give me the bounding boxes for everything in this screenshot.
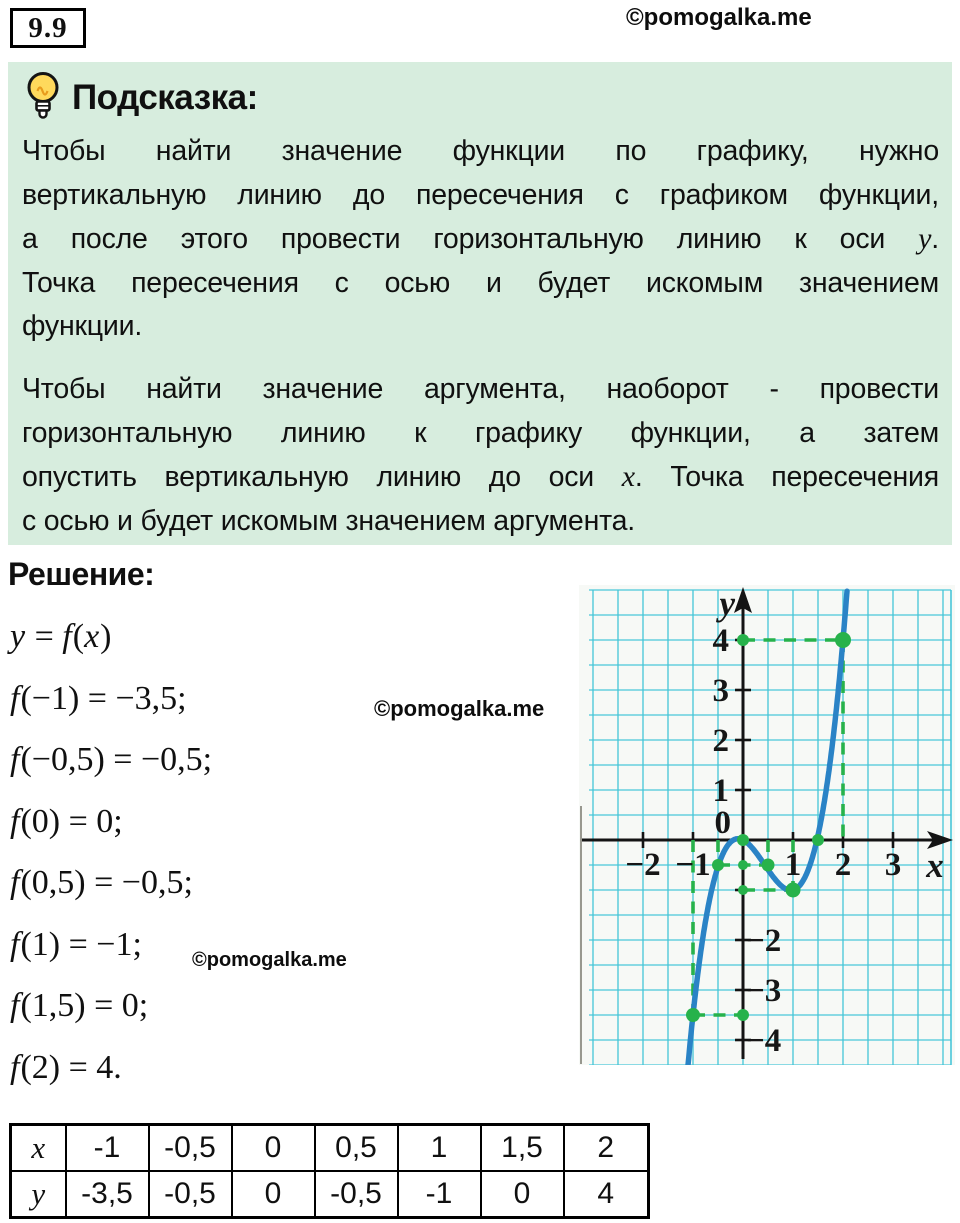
formula-line: f(−1) = −3,5; <box>10 679 187 717</box>
hint-line: а после этого провести горизонтальную линию к оси y. <box>22 222 939 255</box>
table-row-label: x <box>11 1125 66 1172</box>
hint-paragraph-1 <box>22 130 939 349</box>
hint-paragraph-2 <box>22 368 939 543</box>
problem-number-box <box>10 8 86 48</box>
watermark-top: ©pomogalka.me <box>626 4 812 31</box>
formula-line: f(1,5) = 0; <box>10 987 149 1024</box>
scan-edge-artifact <box>580 806 582 1064</box>
table-row-label: y <box>11 1171 66 1218</box>
hint-line: Точка пересечения с осью и будет искомым значением <box>22 266 939 299</box>
svg-text:1: 1 <box>712 773 729 809</box>
solution-formulas <box>10 606 570 1098</box>
table-cell: -1 <box>398 1171 481 1218</box>
svg-text:3: 3 <box>884 847 902 883</box>
table-cell: 0 <box>481 1171 564 1218</box>
svg-text:x: x <box>926 846 944 885</box>
formula-line: f(2) = 4. <box>10 1048 122 1086</box>
formula-line: f(0,5) = −0,5; <box>10 864 193 901</box>
function-graph <box>579 585 955 1065</box>
formula-line: f(0) = 0; <box>10 802 123 840</box>
table-cell: -0,5 <box>315 1171 398 1218</box>
formula-line: f(−0,5) = −0,5; <box>10 741 213 778</box>
table-row <box>11 1125 649 1172</box>
watermark-middle: ©pomogalka.me <box>374 696 545 721</box>
svg-text:2: 2 <box>834 847 852 883</box>
problem-number: 9.9 <box>28 11 68 44</box>
hint-line: вертикальную линию до пересечения с графиком функции, <box>22 178 939 211</box>
table-cell: 0 <box>232 1171 315 1218</box>
svg-text:y: y <box>719 585 735 623</box>
table-cell: 2 <box>564 1125 649 1172</box>
hint-line: Чтобы найти значение аргумента, наоборот - провести <box>22 373 939 405</box>
svg-text:−1: −1 <box>675 847 711 883</box>
svg-text:−3: −3 <box>746 973 782 1009</box>
table-cell: -0,5 <box>149 1171 232 1218</box>
table-cell: -3,5 <box>66 1171 149 1218</box>
table-cell: -1 <box>66 1125 149 1172</box>
function-graph-svg <box>579 585 955 1065</box>
hint-line: Чтобы найти значение функции по графику, нужно <box>22 135 939 167</box>
hint-line: горизонтальную линию к графику функции, а затем <box>22 416 939 449</box>
svg-text:−2: −2 <box>625 847 661 883</box>
table-cell: 1 <box>398 1125 481 1172</box>
hint-title: Подсказка: <box>72 77 258 117</box>
table-cell: 0,5 <box>315 1125 398 1172</box>
table-cell: 1,5 <box>481 1125 564 1172</box>
hint-header <box>24 70 258 125</box>
svg-text:3: 3 <box>712 673 729 709</box>
formula-line: f(1) = −1; <box>10 925 142 963</box>
table-row <box>11 1171 649 1218</box>
hint-line: функции. <box>22 310 143 342</box>
svg-text:4: 4 <box>712 623 729 659</box>
hint-box <box>8 62 952 545</box>
values-table <box>9 1123 650 1219</box>
watermark-solution: ©pomogalka.me <box>192 949 347 971</box>
svg-text:2: 2 <box>712 723 729 759</box>
svg-text:−4: −4 <box>746 1023 782 1059</box>
table-cell: 0 <box>232 1125 315 1172</box>
table-cell: 4 <box>564 1171 649 1218</box>
svg-text:1: 1 <box>784 847 802 883</box>
hint-line: опустить вертикальную линию до оси x. Точка пересечения <box>22 460 939 493</box>
svg-text:0: 0 <box>714 805 731 841</box>
formula-line: y = f(x) <box>10 618 112 655</box>
solution-title: Решение: <box>8 556 155 592</box>
table-cell: -0,5 <box>149 1125 232 1172</box>
hint-line: с осью и будет искомым значением аргумента. <box>22 504 636 537</box>
svg-text:−2: −2 <box>746 923 782 959</box>
lightbulb-icon <box>24 70 62 125</box>
